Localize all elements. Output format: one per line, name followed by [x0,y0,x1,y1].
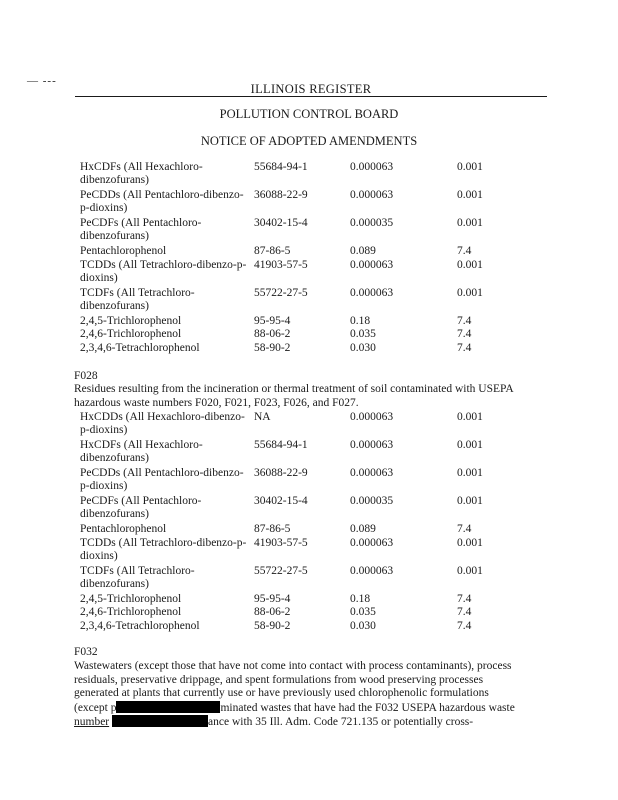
table-row [80,467,540,495]
margin-mark: — --- [27,75,57,87]
nonwastewater-standard: 0.001 [457,217,483,229]
nonwastewater-standard: 0.001 [457,564,483,577]
f028-description: Residues resulting from the incineration or thermal treatment of soil contaminated with USEPA hazardous waste numbers F020, F021, F023, F026, and F027. [74,383,514,409]
cas-number: 30402-15-4 [254,495,308,507]
cas-number: 58-90-2 [254,341,291,354]
nonwastewater-standard: 0.001 [457,411,483,423]
cas-number: 55684-94-1 [254,161,308,173]
cas-number: 55684-94-1 [254,439,308,451]
f032-line: residuals, preservative drippage, and spent formulations from wood preserving processes [74,673,484,686]
nonwastewater-standard: 0.001 [457,258,483,271]
constituent-name: TCDFs (All Tetrachloro-dibenzofurans) [80,564,195,590]
f032-code: F032 [74,646,98,658]
table-row [80,593,540,607]
nonwastewater-standard: 7.4 [457,314,472,327]
nonwastewater-standard: 0.001 [457,189,483,201]
nonwastewater-standard: 0.001 [457,286,483,299]
f032-line [74,715,544,730]
wastewater-standard: 0.18 [350,314,371,327]
constituent-name: TCDDs (All Tetrachloro-dibenzo-p-dioxins) [80,536,247,562]
f032-line-end: ance with 35 Ill. Adm. Code 721.135 or potentially cross- [208,716,474,728]
table-row [80,245,540,259]
wastewater-standard: 0.18 [350,592,371,605]
constituent-name: TCDFs (All Tetrachloro-dibenzofurans) [80,286,195,312]
header-rule [75,96,547,97]
board-title: POLLUTION CONTROL BOARD [219,107,399,121]
wastewater-standard: 0.000063 [350,258,394,271]
constituent-name: HxCDFs (All Hexachloro-dibenzofurans) [80,161,203,186]
nonwastewater-standard: 0.001 [457,439,483,451]
constituent-name: PeCDFs (All Pentachloro-dibenzofurans) [80,495,202,520]
wastewater-standard: 0.000063 [350,467,394,479]
table-row [80,606,540,620]
cas-number: 88-06-2 [254,606,291,618]
constituent-name: TCDDs (All Tetrachloro-dibenzo-p-dioxins) [80,258,247,284]
f032-line-start: (except p [74,701,117,714]
constituent-name: PeCDFs (All Pentachloro-dibenzofurans) [80,217,202,242]
wastewater-standard: 0.000063 [350,536,394,549]
cas-number: 36088-22-9 [254,467,308,479]
nonwastewater-standard: 7.4 [457,606,472,618]
table-row [80,523,540,537]
nonwastewater-standard: 0.001 [457,467,483,479]
cas-number: 41903-57-5 [254,258,308,271]
constituent-name: Pentachlorophenol [80,245,167,257]
cas-number: 36088-22-9 [254,189,308,201]
f032-description [74,660,544,730]
constituents-table-continued [80,161,540,355]
cas-number: 88-06-2 [254,328,291,340]
nonwastewater-standard: 7.4 [457,341,472,354]
table-row [80,259,540,287]
redaction-block [116,701,220,713]
cas-number: 55722-27-5 [254,286,308,299]
nonwastewater-standard: 0.001 [457,495,483,507]
wastewater-standard: 0.000063 [350,439,394,451]
wastewater-standard: 0.000063 [350,564,394,577]
constituent-name: HxCDDs (All Hexachloro-dibenzo-p-dioxins) [80,411,245,436]
f032-line [74,701,544,716]
table-row [80,328,540,342]
cas-number: 58-90-2 [254,619,291,632]
f032-line-start: number [74,716,110,728]
wastewater-standard: 0.000063 [350,411,394,423]
nonwastewater-standard: 0.001 [457,536,483,549]
table-row [80,189,540,217]
constituent-name: PeCDDs (All Pentachloro-dibenzo-p-dioxins) [80,189,244,214]
constituent-name: 2,4,5-Trichlorophenol [80,314,182,327]
constituent-name: HxCDFs (All Hexachloro-dibenzofurans) [80,439,203,464]
nonwastewater-standard: 7.4 [457,619,472,632]
wastewater-standard: 0.000035 [350,217,394,229]
cas-number: NA [254,411,271,423]
wastewater-standard: 0.035 [350,328,376,340]
constituent-name: 2,4,6-Trichlorophenol [80,328,182,340]
cas-number: 55722-27-5 [254,564,308,577]
constituent-name: Pentachlorophenol [80,523,167,535]
f028-constituents-table [80,411,540,633]
nonwastewater-standard: 7.4 [457,328,472,340]
notice-title: NOTICE OF ADOPTED AMENDMENTS [200,134,418,148]
register-title: ILLINOIS REGISTER [250,82,372,96]
constituent-name: 2,4,6-Trichlorophenol [80,606,182,618]
table-row [80,287,540,315]
f032-line: Wastewaters (except those that have not come into contact with process contaminants), process [74,660,512,672]
wastewater-standard: 0.000063 [350,161,394,173]
wastewater-standard: 0.000063 [350,286,394,299]
cas-number: 87-86-5 [254,523,291,535]
wastewater-standard: 0.089 [350,245,376,257]
wastewater-standard: 0.035 [350,606,376,618]
wastewater-standard: 0.000035 [350,495,394,507]
cas-number: 30402-15-4 [254,217,308,229]
table-row [80,342,540,356]
table-row [80,217,540,245]
cas-number: 41903-57-5 [254,536,308,549]
wastewater-standard: 0.030 [350,619,376,632]
f032-line-end: minated wastes that have had the F032 USEPA hazardous waste [220,701,515,714]
nonwastewater-standard: 7.4 [457,523,472,535]
table-row [80,620,540,634]
table-row [80,565,540,593]
constituent-name: 2,3,4,6-Tetrachlorophenol [80,341,200,354]
f032-line: generated at plants that currently use or have previously used chlorophenolic formulations [74,687,489,699]
table-row [80,411,540,439]
wastewater-standard: 0.000063 [350,189,394,201]
table-row [80,439,540,467]
nonwastewater-standard: 7.4 [457,592,472,605]
cas-number: 87-86-5 [254,245,291,257]
table-row [80,495,540,523]
f028-code: F028 [74,370,98,382]
wastewater-standard: 0.030 [350,341,376,354]
constituent-name: PeCDDs (All Pentachloro-dibenzo-p-dioxins) [80,467,244,492]
nonwastewater-standard: 7.4 [457,245,472,257]
table-row [80,161,540,189]
wastewater-standard: 0.089 [350,523,376,535]
table-row [80,315,540,329]
table-row [80,537,540,565]
nonwastewater-standard: 0.001 [457,161,483,173]
constituent-name: 2,4,5-Trichlorophenol [80,592,182,605]
cas-number: 95-95-4 [254,314,291,327]
cas-number: 95-95-4 [254,592,291,605]
constituent-name: 2,3,4,6-Tetrachlorophenol [80,619,200,632]
redaction-block [112,715,208,727]
